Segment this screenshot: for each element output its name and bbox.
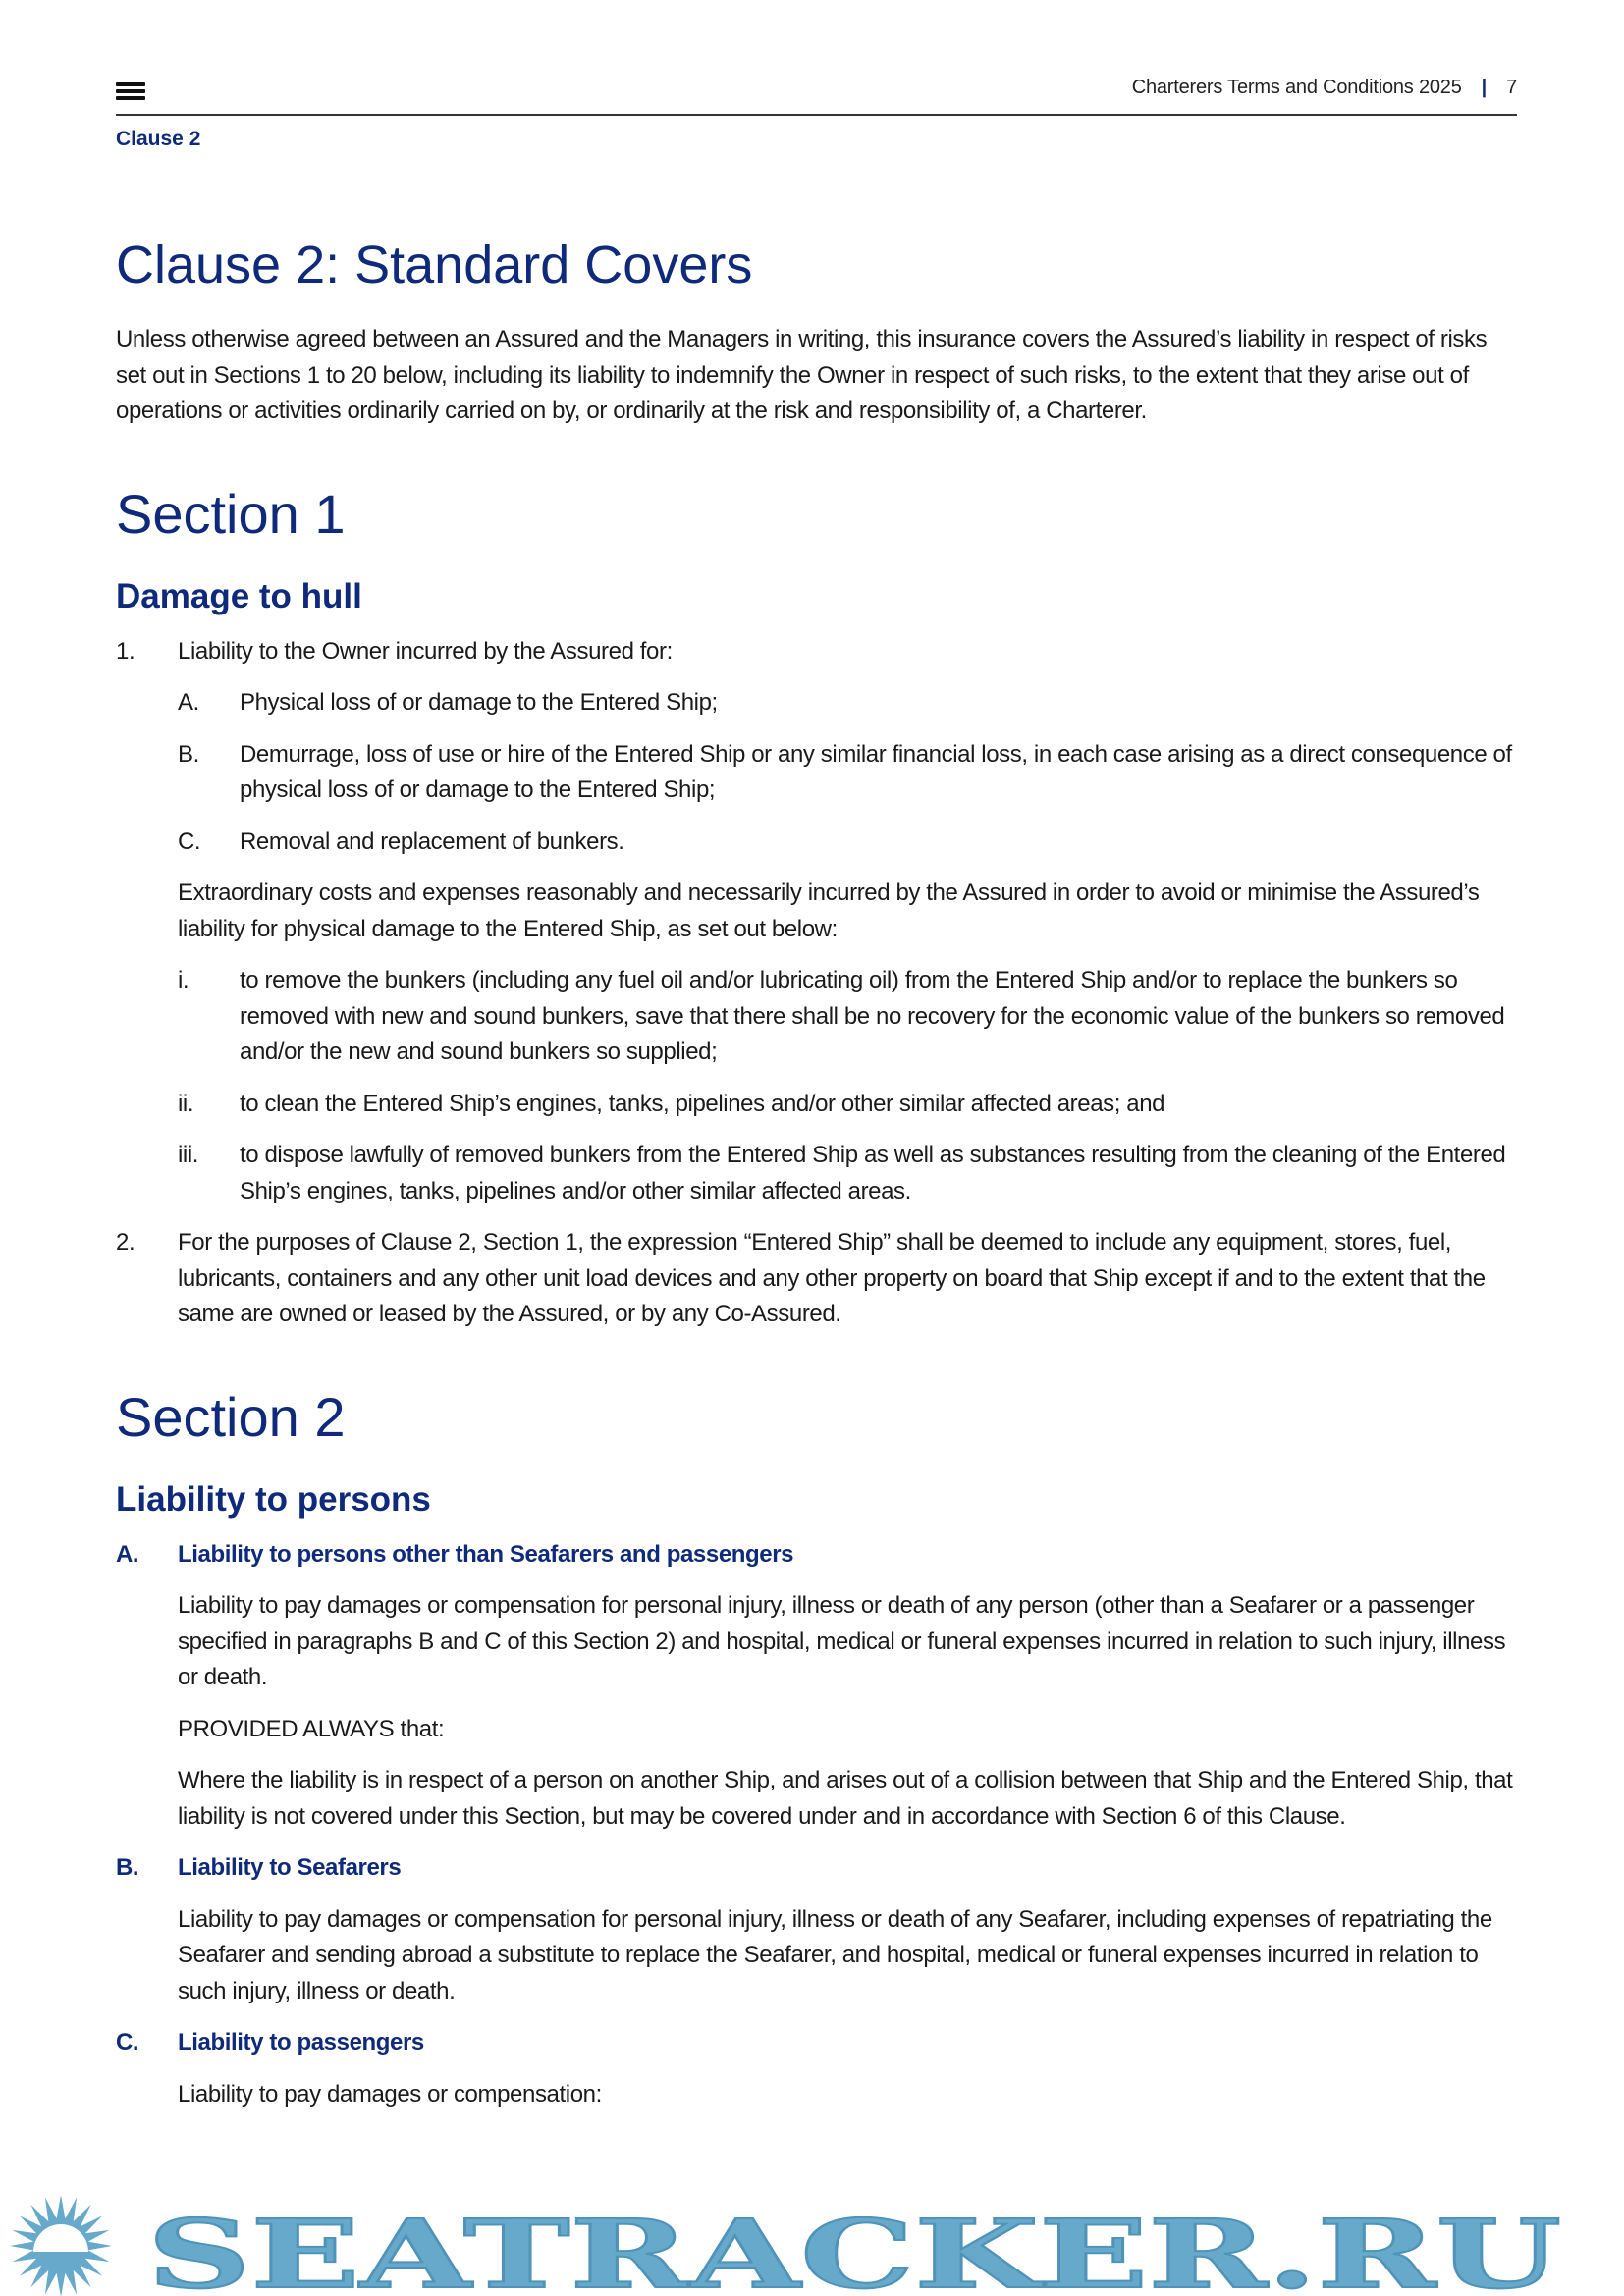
item-text: to clean the Entered Ship’s engines, tanks, pipelines and/or other similar affected areas; and — [240, 1090, 1165, 1117]
section-2-heading: Section 2 — [116, 1385, 346, 1448]
list-item — [116, 1225, 1517, 1333]
proviso-label: PROVIDED ALWAYS that: — [178, 1715, 445, 1742]
subsection-a-heading — [116, 1537, 1517, 1574]
list-item — [178, 737, 1517, 809]
item-text: Liability to the Owner incurred by the Assured for: — [178, 637, 673, 665]
breadcrumb[interactable]: Clause 2 — [116, 128, 201, 150]
page-number: 7 — [1506, 77, 1517, 98]
item-title: Liability to persons other than Seafarers and passengers — [178, 1540, 794, 1568]
item-number: C. — [116, 2029, 139, 2056]
item-number: A. — [178, 689, 199, 716]
item-number: B. — [178, 740, 199, 768]
subsection-c-text: Liability to pay damages or compensation: — [178, 2080, 602, 2108]
header-rule — [116, 114, 1517, 116]
item-text: Demurrage, loss of use or hire of the Entered Ship or any similar financial loss, in each case arising as a direct consequence of physical loss of or damage to the Entered Ship; — [240, 740, 1512, 803]
subsection-c-heading — [116, 2025, 1517, 2061]
item-text: to dispose lawfully of removed bunkers from the Entered Ship as well as substances resulting from the cleaning of the Entered Ship’s engines, tanks, pipelines and/or other similar affected areas. — [240, 1142, 1506, 1204]
subsection-a-text: Liability to pay damages or compensation for personal injury, illness or death of any person (other than a Seafarer or a passenger specified in paragraphs B and C of this Section 2) and hospital, medical or funeral expenses incurred in relation to such injury, illness or death. — [178, 1592, 1506, 1690]
header-separator: | — [1481, 77, 1488, 98]
section-1-heading: Section 1 — [116, 482, 346, 545]
list-item — [116, 634, 1517, 670]
item-number: iii. — [178, 1142, 199, 1168]
item-title: Liability to passengers — [178, 2029, 424, 2056]
item-number: ii. — [178, 1090, 194, 1117]
intro-paragraph: Unless otherwise agreed between an Assured and the Managers in writing, this insurance covers the Assured’s liability in respect of risks set out in Sections 1 to 20 below, including its liability to indemnify the Owner in respect of such risks, to the extent that they arise out of operations or activities ordinarily carried on by, or ordinarily at the risk and responsibility of, a Charterer. — [116, 326, 1488, 424]
list-item — [178, 825, 1517, 861]
item-number: B. — [116, 1854, 139, 1881]
item-text: For the purposes of Clause 2, Section 1, the expression “Entered Ship” shall be deemed to include any equipment, stores, fuel, lubricants, containers and any other unit load devices and any other property on board that Ship except if and to the extent that the same are owned or leased by the Assured, or by any Co-Assured. — [178, 1229, 1486, 1327]
list-item — [178, 685, 1517, 721]
item-text: Physical loss of or damage to the Entered Ship; — [240, 689, 718, 716]
page-header — [1132, 77, 1517, 99]
sun-half-circle — [33, 2224, 88, 2252]
sun-burst-icon — [10, 2195, 112, 2296]
item-title: Liability to Seafarers — [178, 1854, 402, 1881]
section-1-subheading: Damage to hull — [116, 576, 362, 615]
item-text: to remove the bunkers (including any fuel oil and/or lubricating oil) from the Entered Ship and/or to replace the bunkers so removed with new and sound bunkers, save that there shall be no recovery for the economic value of the bunkers so removed and/or the new and sound bunkers so supplied; — [240, 967, 1505, 1065]
section-2-subheading: Liability to persons — [116, 1479, 431, 1519]
item-number: C. — [178, 828, 201, 855]
main-content — [116, 232, 1517, 2112]
document-title: Charterers Terms and Conditions 2025 — [1131, 77, 1462, 98]
list-item — [178, 1087, 1517, 1123]
proviso-text: Where the liability is in respect of a person on another Ship, and arises out of a collision between that Ship and the Entered Ship, that liability is not covered under this Section, but may be covered under and in accordance with Section 6 of this Clause. — [178, 1767, 1513, 1830]
subsection-b-text: Liability to pay damages or compensation for personal injury, illness or death of any Seafarer, including expenses of repatriating the Seafarer and sending abroad a substitute to replace the Seafarer, and hospital, medical or funeral expenses incurred in relation to such injury, illness or death. — [178, 1905, 1492, 2004]
item-number: 2. — [116, 1229, 135, 1255]
page-title: Clause 2: Standard Covers — [116, 236, 753, 294]
item-number: i. — [178, 967, 189, 993]
watermark-text: SEATRACKER.RU — [147, 2199, 1561, 2296]
extraordinary-costs-paragraph: Extraordinary costs and expenses reasonably and necessarily incurred by the Assured in order to avoid or minimise the Assured’s liability for physical damage to the Entered Ship, as set out below: — [178, 880, 1480, 942]
item-number: A. — [116, 1540, 139, 1568]
item-text: Removal and replacement of bunkers. — [240, 828, 624, 855]
watermark-logo — [0, 2191, 1624, 2296]
list-item — [178, 1138, 1517, 1209]
list-item — [178, 963, 1517, 1071]
menu-icon[interactable] — [116, 82, 145, 103]
sun-rays — [10, 2195, 112, 2296]
subsection-b-heading — [116, 1850, 1517, 1887]
item-number: 1. — [116, 637, 135, 665]
